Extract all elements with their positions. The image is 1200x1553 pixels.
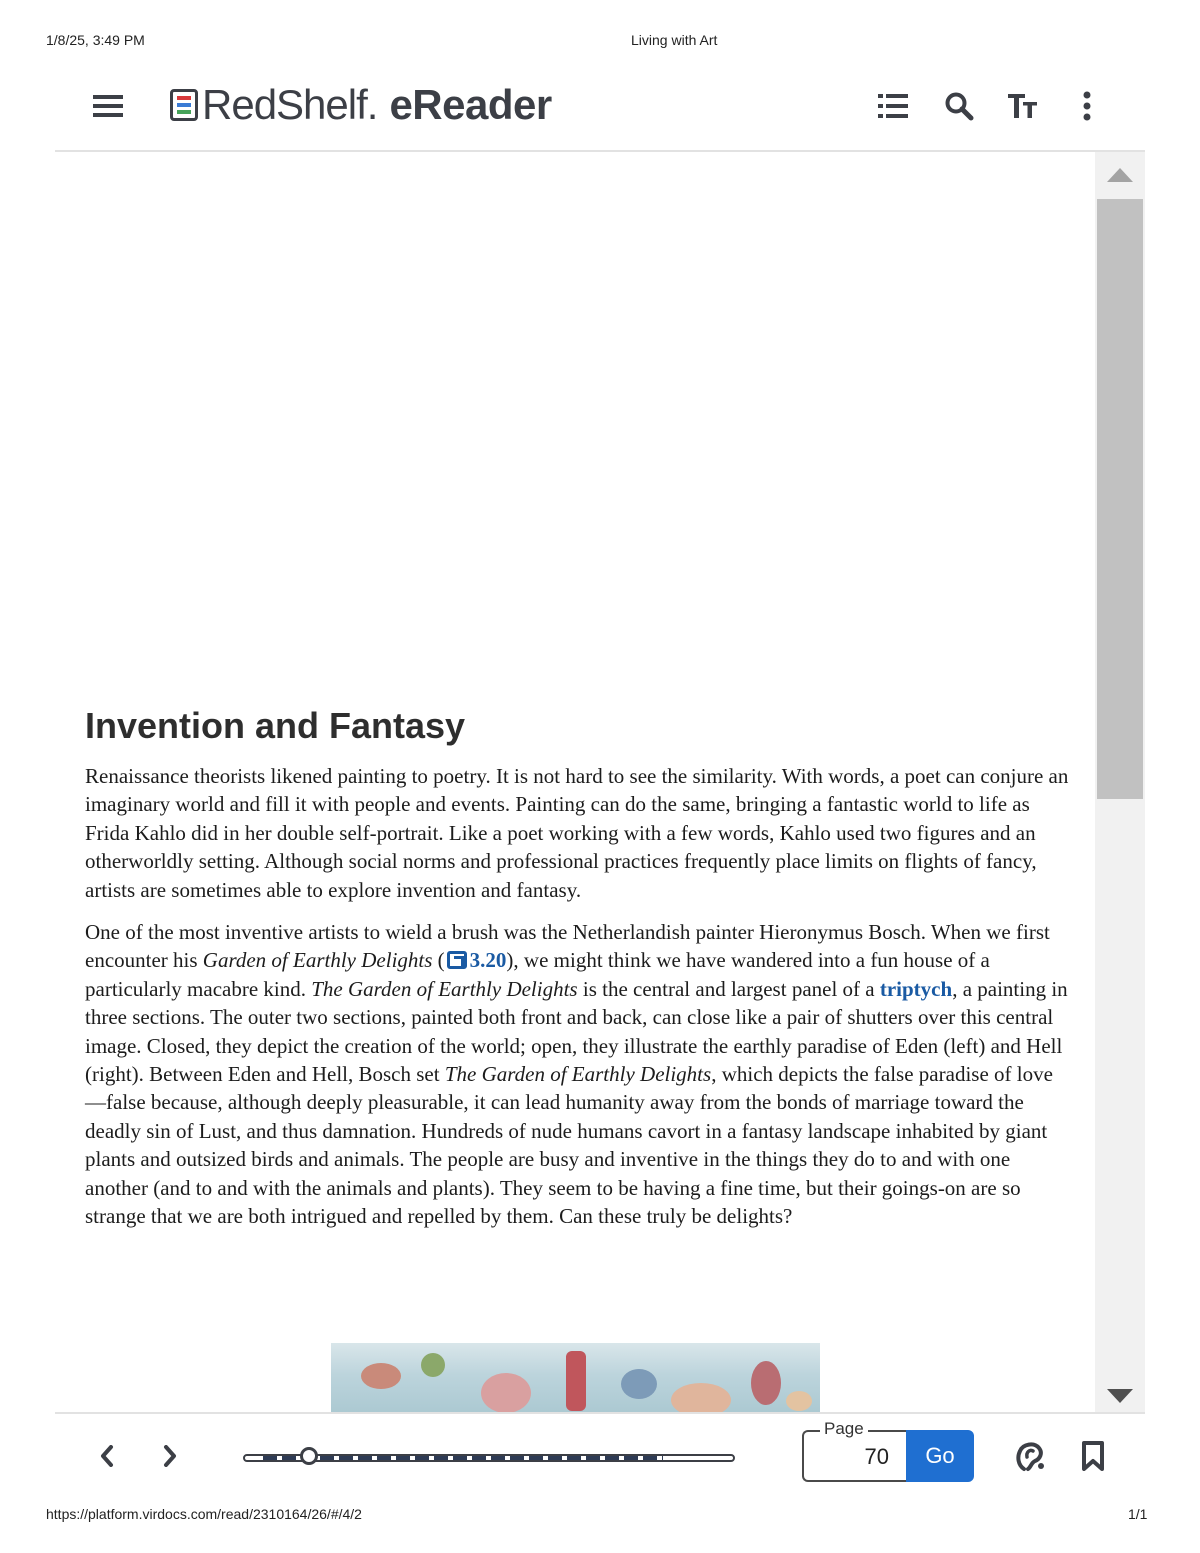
scroll-up-arrow-icon[interactable] (1107, 168, 1133, 182)
logo-wordmark: RedShelf. (202, 81, 378, 128)
text-run: , which depicts the false paradise of love—false because, although deeply pleasurable, it can lead humanity away from the bonds of marriage toward the deadly sin of Lust, and thus damnation. Hundreds of nude humans cavort in a fantasy landscape inhabited by giant plants and outsized birds and animals. The people are busy and inventive in the things they do to and with one another (and to and with the animals and plants). They seem to be having a fine time, but their goings-on are so strange that we are both intrigued and repelled by them. Can these truly be delights? (85, 1062, 1053, 1229)
logo-product-name: eReader (389, 81, 552, 128)
artwork-title: The Garden of Earthly Delights (311, 976, 578, 1001)
vertical-scrollbar[interactable] (1095, 152, 1145, 1412)
print-page-count: 1/1 (1128, 1506, 1148, 1522)
reading-pane[interactable] (55, 152, 1095, 1412)
page-field-label: Page (820, 1419, 868, 1439)
bookmark-icon[interactable] (1075, 1436, 1111, 1476)
text-run: One of the most inventive artists to wield a brush was the Netherlandish painter Hieronymus Bosch. When we first encounter his (85, 920, 1050, 973)
artwork-title: The Garden of Earthly Delights (444, 1062, 712, 1087)
paragraph-1: Renaissance theorists likened painting to poetry. It is not hard to see the similarity. With words, a poet can conjure an imaginary world and fill it with people and events. Painting can do the same, bringing a fantastic world to life as Frida Kahlo did in her double self-portrait. Like a poet working with a few words, Kahlo used two figures and an otherworldly setting. Although social norms and professional practices frequently place limits on flights of fancy, artists are sometimes able to explore invention and fantasy. (85, 764, 1069, 902)
figure-link[interactable] (445, 948, 507, 972)
print-document-title: Living with Art (631, 32, 718, 48)
table-of-contents-icon[interactable] (873, 86, 913, 126)
scrollbar-thumb[interactable] (1097, 199, 1143, 799)
more-vertical-icon[interactable] (1069, 86, 1105, 126)
app-header (55, 70, 1145, 152)
text-run: , a painting in three sections. The outer two sections, painted both front and back, can close like a pair of shutters over this central image. Closed, they depict the creation of the world; open, they illustrate the earthly paradise of Eden (left) and Hell (right). Between Eden and Hell, Bosch set (85, 976, 1068, 1087)
redshelf-logo (170, 80, 552, 130)
chevron-left-icon[interactable] (93, 1440, 121, 1472)
section-heading: Invention and Fantasy (85, 705, 466, 746)
reader-footer (55, 1412, 1145, 1498)
page-number-input[interactable] (807, 1436, 891, 1478)
paragraph-2 (85, 918, 1070, 1230)
search-icon[interactable] (939, 86, 979, 126)
slider-chapter-marks (263, 1456, 663, 1460)
go-button[interactable]: Go (906, 1430, 974, 1482)
menu-icon[interactable] (90, 88, 126, 124)
print-url: https://platform.virdocs.com/read/2310164/26/#/4/2 (46, 1506, 362, 1522)
body-text (85, 762, 1070, 1245)
figure-link-icon (447, 951, 467, 969)
audio-icon[interactable] (1010, 1436, 1050, 1476)
glossary-link-triptych[interactable]: triptych (879, 976, 953, 1001)
scroll-down-arrow-icon[interactable] (1107, 1389, 1133, 1403)
page-progress-slider[interactable] (243, 1452, 735, 1464)
chevron-right-icon[interactable] (156, 1440, 184, 1472)
print-datetime: 1/8/25, 3:49 PM (46, 32, 145, 48)
text-run: ( (432, 948, 445, 973)
redshelf-logo-mark-icon (170, 89, 198, 121)
slider-handle[interactable] (300, 1447, 318, 1465)
figure-number: 3.20 (469, 948, 507, 973)
text-run: ), we might think we have wandered into a fun house of a particularly macabre kind. (85, 948, 990, 1001)
artwork-title: Garden of Earthly Delights (202, 948, 433, 973)
text-size-icon[interactable] (1003, 86, 1043, 126)
garden-of-earthly-delights-image[interactable] (331, 1343, 820, 1412)
text-run: is the central and largest panel of a (577, 976, 880, 1001)
